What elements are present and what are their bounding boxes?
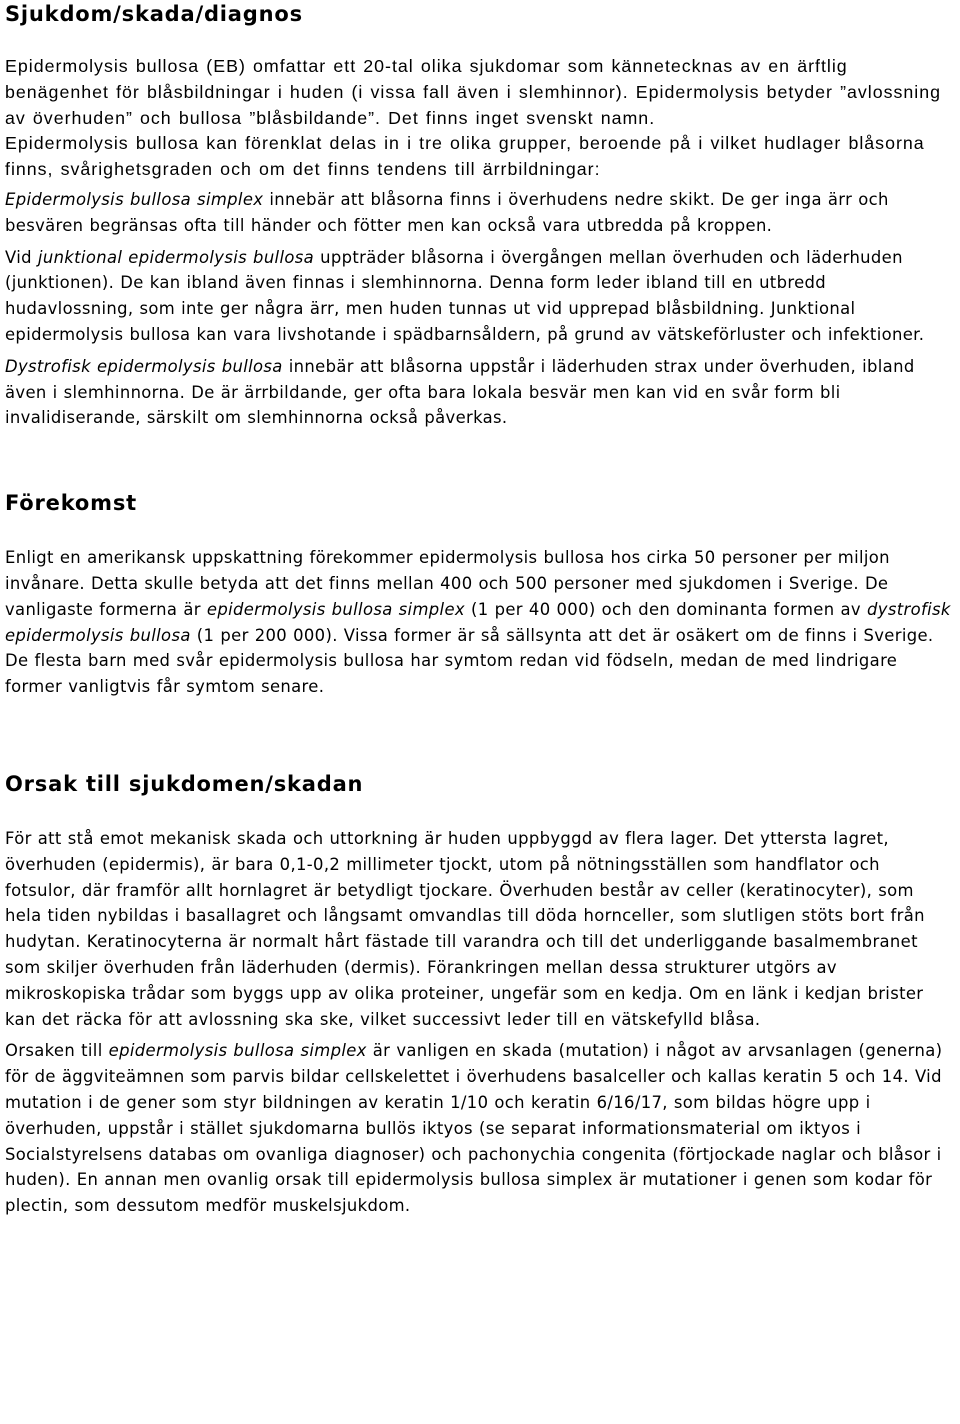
term-dystrophic-eb: Dystrofisk epidermolysis bullosa bbox=[5, 356, 283, 376]
section-cause bbox=[5, 770, 955, 1219]
term-eb-simplex: epidermolysis bullosa simplex bbox=[108, 1041, 367, 1061]
section-title-diagnosis: Sjukdom/skada/diagnos bbox=[5, 2, 303, 26]
term-eb-simplex: epidermolysis bullosa simplex bbox=[206, 599, 465, 619]
term-junctional-eb: junktional epidermolysis bullosa bbox=[37, 247, 315, 267]
paragraph-eb-groups: Epidermolysis bullosa kan förenklat delas in i tre olika grupper, beroende på i vilket hudlager blåsorna finns, svårighetsgraden och om det finns tendens till ärrbildningar: bbox=[5, 133, 925, 180]
paragraph-skin-structure: För att stå emot mekanisk skada och uttorkning är huden uppbyggd av flera lager. Det yttersta lagret, överhuden (epidermis), är bara 0,1-0,2 millimeter tjockt, utom på nötningsställen som handflator och fotsulor, där framför allt hornlagret är betydligt tjockare. Överhuden består av celler (keratinocyter), som hela tiden nybildas i basallagret och långsamt omvandlas till döda hornceller, som slutligen stöts bort från hudytan. Keratinocyterna är normalt hårt fästade till varandra och till det underliggande basalmembranet som skiljer överhuden från läderhuden (dermis). Förankringen mellan dessa strukturer utgörs av mikroskopiska trådar som byggs upp av olika proteiner, ungefär som en kedja. Om en länk i kedjan brister kan det räcka för att avlossning ska ske, vilket successivt leder till en vätskefylld blåsa. bbox=[5, 828, 925, 1029]
paragraph-eb-intro: Epidermolysis bullosa (EB) omfattar ett 20-tal olika sjukdomar som kännetecknas av en ärftlig benägenhet för blåsbildningar i huden (i vissa fall även i slemhinnor). Epidermolysis betyder ”avlossning av överhuden” och bullosa ”blåsbildande”. Det finns inget svenskt namn. bbox=[5, 56, 942, 128]
paragraph-junctional-eb: Vid junktional epidermolysis bullosa uppträder blåsorna i övergången mellan överhuden och läderhuden (junktionen). De kan ibland även finnas i slemhinnorna. Denna form leder ibland till en utbredd hudavlossning, som inte ger några ärr, men huden tunnas ut vid upprepad blåsbildning. Junktional epidermolysis bullosa kan vara livshotande i spädbarnsåldern, på grund av vätskeförluster och infektioner. bbox=[5, 247, 925, 344]
term-dystrophic-eb: dystrofisk epidermolysis bullosa bbox=[5, 599, 951, 645]
paragraph-prevalence: Enligt en amerikansk uppskattning förekommer epidermolysis bullosa hos cirka 50 personer per miljon invånare. Detta skulle betyda att det finns mellan 400 och 500 personer med sjukdomen i Sverige. De vanligaste formerna är epidermolysis bullosa simplex (1 per 40 000) och den dominanta formen av dystrofisk epidermolysis bullosa (1 per 200 000). Vissa former är så sällsynta att det är osäkert om de finns i Sverige. De flesta barn med svår epidermolysis bullosa har symtom redan vid födseln, medan de med lindrigare former vanligtvis får symtom senare. bbox=[5, 548, 951, 697]
term-eb-simplex: Epidermolysis bullosa simplex bbox=[5, 189, 264, 209]
section-title-cause: Orsak till sjukdomen/skadan bbox=[5, 771, 364, 796]
paragraph-cause-mutation: Orsaken till epidermolysis bullosa simplex är vanligen en skada (mutation) i något av arvsanlagen (generna) för de äggviteämnen som parvis bildar cellskelettet i överhudens basalceller och kallas keratin 5 och 14. Vid mutation i de gener som styr bildningen av keratin 1/10 och keratin 6/16/17, som bildas högre upp i överhuden, uppstår i stället sjukdomarna bullös iktyos (se separat informationsmaterial om iktyos i Socialstyrelsens databas om ovanliga diagnoser) och pachonychia congenita (förtjockade naglar och blåsor i huden). En annan men ovanlig orsak till epidermolysis bullosa simplex är mutationer i genen som kodar för plectin, som dessutom medför muskelsjukdom. bbox=[5, 1041, 943, 1216]
section-prevalence bbox=[5, 489, 955, 700]
section-diagnosis bbox=[5, 0, 955, 431]
paragraph-dystrophic-eb: Dystrofisk epidermolysis bullosa innebär att blåsorna uppstår i läderhuden strax under överhuden, ibland även i slemhinnorna. De är ärrbildande, ger ofta bara lokala besvär men kan vid en svår form bli invalidiserande, särskilt om slemhinnorna också påverkas. bbox=[5, 356, 915, 428]
section-title-prevalence: Förekomst bbox=[5, 491, 137, 516]
paragraph-eb-simplex: Epidermolysis bullosa simplex innebär att blåsorna finns i överhudens nedre skikt. De ger inga ärr och besvären begränsas ofta till händer och fötter men kan också vara utbredda på kroppen. bbox=[5, 189, 889, 235]
document-page bbox=[5, 0, 955, 1219]
